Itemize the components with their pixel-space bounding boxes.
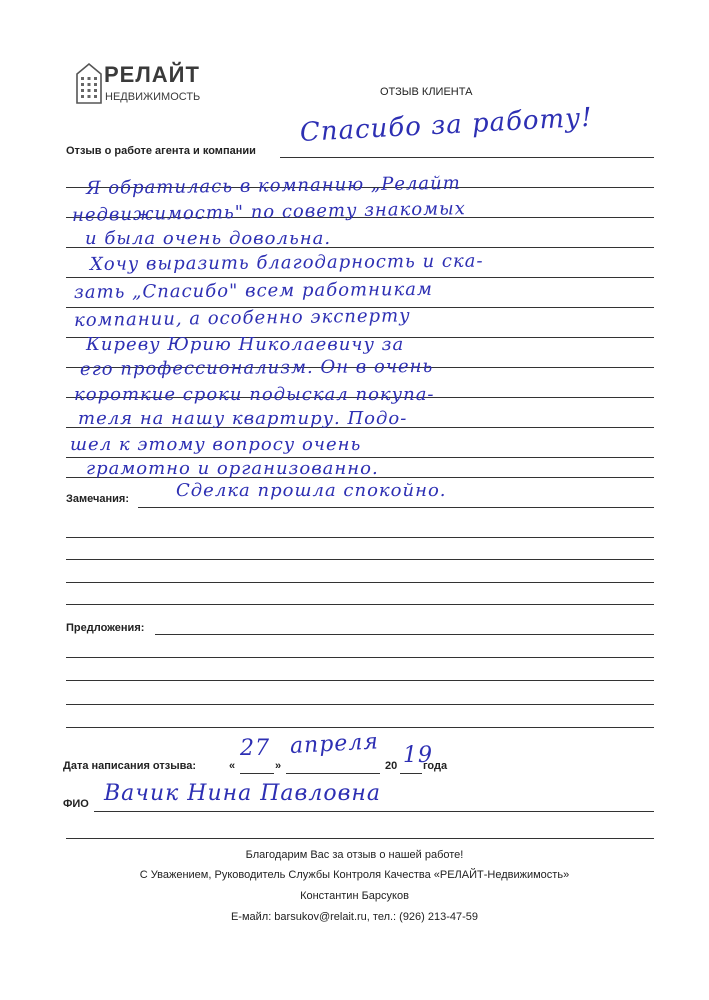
review-line: Сделка прошла спокойно.	[176, 480, 447, 501]
review-line: и была очень довольна.	[85, 228, 332, 249]
footer-thanks: Благодарим Вас за отзыв о нашей работе!	[245, 849, 464, 861]
suggestions-rule	[66, 727, 654, 728]
review-label: Отзыв о работе агента и компании	[66, 145, 256, 157]
review-line: шел к этому вопросу очень	[70, 434, 362, 455]
date-close-quote: »	[275, 760, 282, 772]
date-month-line	[286, 773, 380, 774]
fio-rule	[66, 838, 654, 839]
date-day: 27	[240, 736, 270, 761]
rule-line	[280, 157, 654, 158]
review-line: Киреву Юрию Николаевичу за	[86, 334, 405, 355]
remarks-rule	[66, 582, 654, 583]
suggestions-rule	[66, 704, 654, 705]
review-line: его профессионализм. Он в очень	[79, 355, 434, 380]
review-line: зать „Спасибо" всем работникам	[73, 278, 433, 303]
date-year: 19	[403, 743, 433, 768]
date-month: апреля	[289, 729, 380, 759]
fio-line	[94, 811, 654, 812]
footer-regards: С Уважением, Руководитель Службы Контроля Качества «РЕЛАЙТ-Недвижимость»	[139, 869, 570, 881]
form-title: ОТЗЫВ КЛИЕНТА	[380, 86, 473, 98]
suggestions-label: Предложения:	[66, 622, 145, 634]
review-line: короткие сроки подыскал покупа-	[74, 384, 435, 405]
remarks-rule	[66, 559, 654, 560]
rule-line	[66, 277, 654, 278]
footer-contacts: Е-майл: barsukov@relait.ru, тел.: (926) 213-47-59	[230, 911, 479, 923]
date-year-prefix: 20	[385, 760, 398, 772]
company-logo	[76, 60, 201, 110]
logo-brand: РЕЛАЙТ	[104, 62, 200, 87]
review-line: Я обратилась в компанию „Релайт	[85, 172, 461, 199]
logo-subtitle: НЕДВИЖИМОСТЬ	[105, 91, 201, 103]
footer-signer: Константин Барсуков	[300, 890, 409, 902]
review-line: грамотно и организованно.	[86, 458, 379, 479]
remarks-rule	[66, 604, 654, 605]
fio-label: ФИО	[63, 798, 89, 810]
remarks-rule	[66, 537, 654, 538]
date-day-line	[240, 773, 274, 774]
building-logo-icon	[76, 62, 102, 104]
suggestions-rule	[66, 680, 654, 681]
date-label: Дата написания отзыва:	[63, 760, 197, 772]
suggestions-rule	[155, 634, 654, 635]
date-year-suffix: года	[423, 760, 448, 772]
suggestions-rule	[66, 657, 654, 658]
review-headline: Спасибо за работу!	[299, 102, 594, 148]
fio-value: Вачик Нина Павловна	[104, 781, 381, 806]
review-line: теля на нашу квартиру. Подо-	[78, 408, 408, 429]
date-year-line	[400, 773, 422, 774]
remarks-label: Замечания:	[66, 493, 129, 505]
remarks-rule	[138, 507, 654, 508]
date-open-quote: «	[229, 760, 236, 772]
review-line: Хочу выразить благодарность и ска-	[89, 250, 484, 275]
review-line: компании, а особенно эксперту	[73, 305, 411, 331]
review-line: недвижимость" по совету знакомых	[71, 198, 467, 226]
